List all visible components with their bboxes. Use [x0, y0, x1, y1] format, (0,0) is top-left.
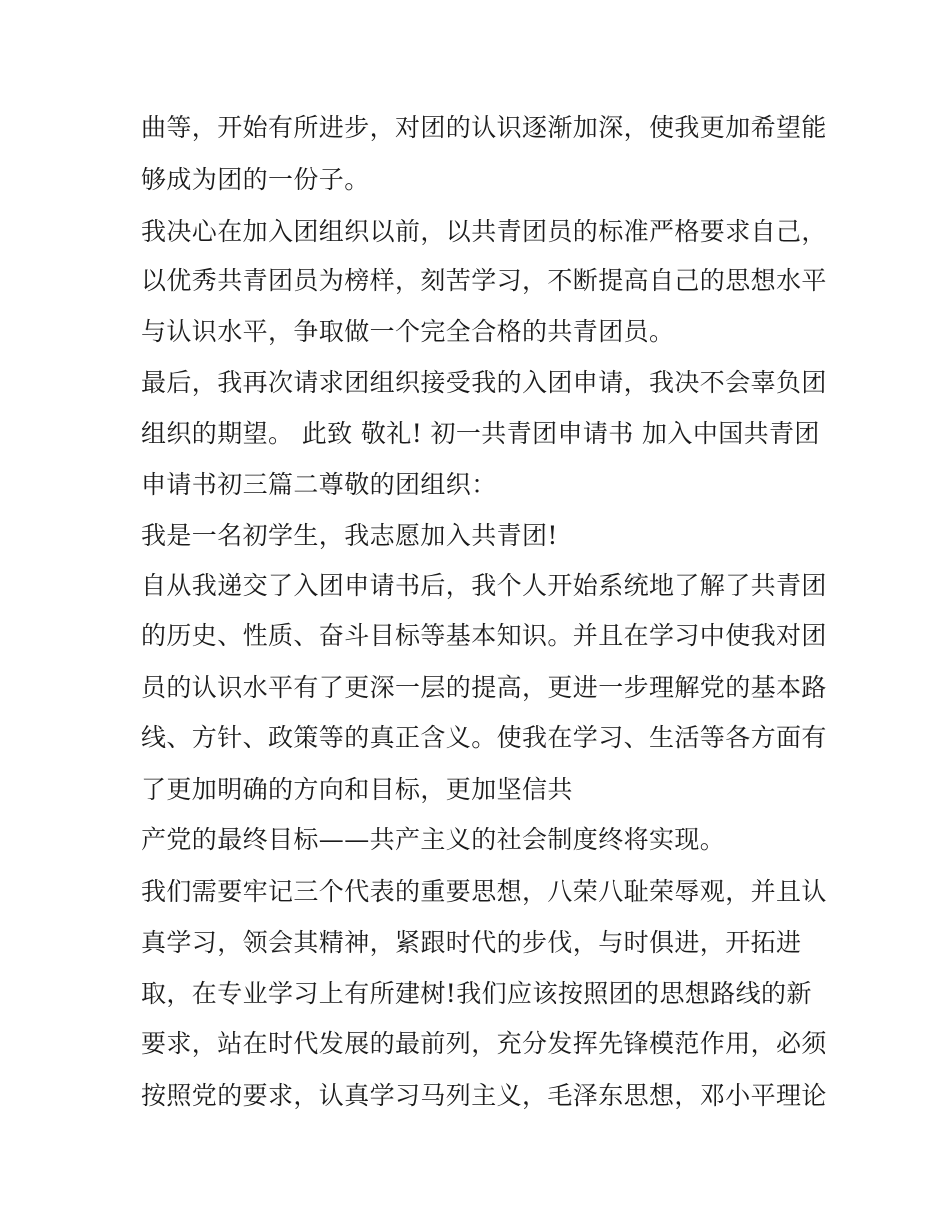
text-line: 我们需要牢记三个代表的重要思想，八荣八耻荣辱观，并且认 [141, 877, 827, 906]
text-line: 的历史、性质、奋斗目标等基本知识。并且在学习中使我对团 [141, 621, 827, 650]
text-line: 线、方针、政策等的真正含义。使我在学习、生活等各方面有 [141, 723, 827, 752]
text-line: 我决心在加入团组织以前，以共青团员的标准严格要求自己， [141, 217, 827, 246]
text-line: 最后，我再次请求团组织接受我的入团申请，我决不会辜负团 [141, 368, 827, 397]
text-line: 与认识水平，争取做一个完全合格的共青团员。 [141, 317, 675, 346]
text-line: 申请书初三篇二尊敬的团组织： [141, 470, 497, 499]
text-line: 取，在专业学习上有所建树!我们应该按照团的思想路线的新 [141, 979, 812, 1008]
text-line: 组织的期望。 此致 敬礼! 初一共青团申请书 加入中国共青团 [141, 419, 820, 448]
text-line: 要求，站在时代发展的最前列，充分发挥先锋模范作用，必须 [141, 1029, 827, 1058]
text-line: 真学习，领会其精神，紧跟时代的步伐，与时俱进，开拓进 [141, 928, 802, 957]
text-line: 自从我递交了入团申请书后，我个人开始系统地了解了共青团 [141, 571, 827, 600]
text-line: 我是一名初学生，我志愿加入共青团! [141, 521, 558, 550]
text-line: 够成为团的一份子。 [141, 165, 370, 194]
text-line: 了更加明确的方向和目标，更加坚信共 [141, 775, 573, 804]
text-line: 产党的最终目标——共产主义的社会制度终将实现。 [141, 825, 726, 854]
text-line: 以优秀共青团员为榜样，刻苦学习，不断提高自己的思想水平 [141, 266, 827, 295]
text-line: 曲等，开始有所进步，对团的认识逐渐加深，使我更加希望能 [141, 113, 827, 142]
text-line: 按照党的要求，认真学习马列主义，毛泽东思想，邓小平理论 [141, 1081, 827, 1110]
text-line: 员的认识水平有了更深一层的提高，更进一步理解党的基本路 [141, 673, 827, 702]
